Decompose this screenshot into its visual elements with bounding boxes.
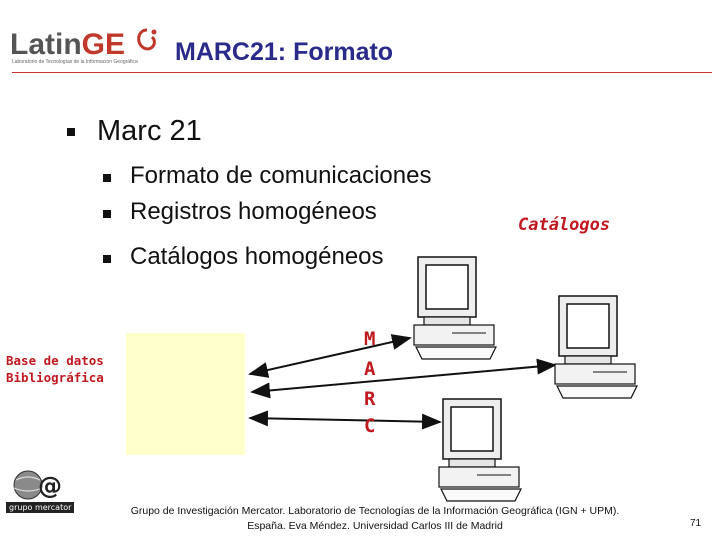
footer-line-1: Grupo de Investigación Mercator. Laboratorio de Tecnologías de la Información Geográfica (IGN + UPM). — [130, 505, 620, 517]
computer-icon — [553, 294, 643, 404]
marc-letter-c: C — [364, 415, 376, 437]
database-label-line1: Base de datos — [6, 353, 104, 368]
footer-line-2: España. Eva Méndez. Universidad Carlos III de Madrid — [247, 520, 503, 532]
group-logo-label: grupo mercator — [6, 502, 74, 513]
slide-title: MARC21: Formato — [175, 38, 394, 66]
globe-at-icon — [8, 468, 72, 502]
sub-bullet-2: Registros homogéneos — [130, 198, 377, 225]
marc-letter-a: A — [364, 358, 376, 380]
sub-bullet-3: Catálogos homogéneos — [130, 243, 384, 270]
marc-letter-r: R — [364, 388, 376, 410]
logo-main-text: Latin — [10, 28, 82, 61]
database-label-line2: Bibliográfica — [6, 370, 104, 385]
arrow-db-to-computer-2 — [252, 365, 555, 392]
page-number: 71 — [690, 518, 702, 529]
footer-credits — [90, 504, 660, 534]
svg-text:@: @ — [38, 472, 62, 500]
grupo-mercator-logo — [4, 468, 74, 514]
computer-icon — [437, 397, 527, 507]
logo-accent-text: GE — [81, 28, 126, 61]
arrow-db-to-computer-3 — [250, 418, 440, 422]
catalogs-label: Catálogos — [518, 215, 611, 235]
logo-subtitle: Laboratorio de Tecnologías de la Información Geográfica — [12, 59, 138, 65]
computer-icon — [412, 255, 502, 365]
arrow-db-to-computer-1 — [250, 338, 410, 374]
bullet-main: Marc 21 — [97, 115, 202, 147]
marc-letter-m: M — [364, 328, 376, 350]
sub-bullet-1: Formato de comunicaciones — [130, 162, 432, 189]
